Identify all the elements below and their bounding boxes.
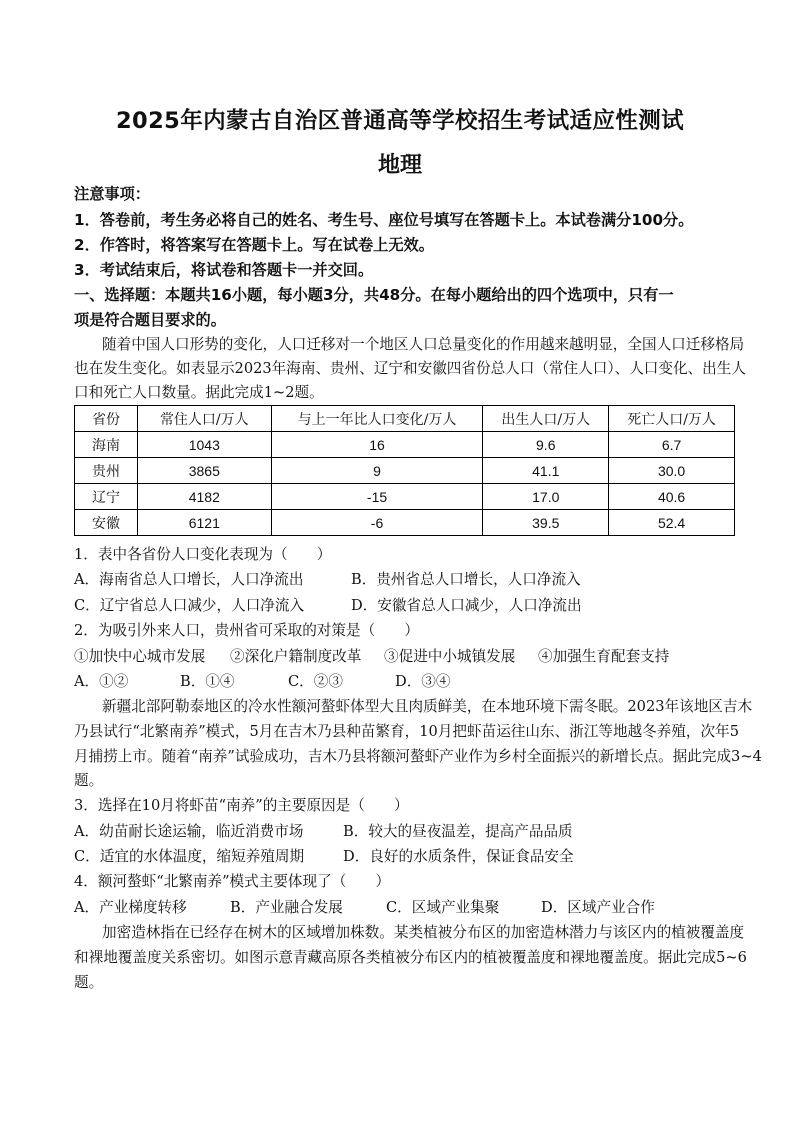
table-cell: 52.4 — [609, 510, 735, 536]
notice-item-3: 3．考试结束后，将试卷和答题卡一并交回。 — [74, 261, 374, 279]
notice-item-2: 2．作答时，将答案写在答题卡上。写在试卷上无效。 — [74, 236, 434, 254]
table-cell: -15 — [271, 484, 483, 510]
table-cell: 6.7 — [609, 432, 735, 458]
table-cell: 40.6 — [609, 484, 735, 510]
question-3-option-d[interactable]: D．良好的水质条件，保证食品安全 — [343, 848, 574, 865]
passage3-line-2: 和裸地覆盖度关系密切。如图示意青藏高原各类植被分布区内的植被覆盖度和裸地覆盖度。据此完成5~6 — [74, 949, 747, 966]
table-cell: 1043 — [137, 432, 271, 458]
table-row — [75, 432, 735, 458]
section-heading: 一、选择题：本题共16小题，每小题3分，共48分。在每小题给出的四个选项中，只有一 — [74, 286, 674, 304]
table-cell: 39.5 — [483, 510, 609, 536]
question-3-option-c[interactable]: C．适宜的水体温度，缩短养殖周期 — [74, 848, 305, 865]
table-row — [75, 484, 735, 510]
table-cell: 海南 — [75, 432, 138, 458]
question-1-option-b[interactable]: B．贵州省总人口增长，人口净流入 — [351, 571, 581, 588]
passage2-line-4: 题。 — [74, 772, 104, 789]
passage1-line-1: 随着中国人口形势的变化，人口迁移对一个地区人口总量变化的作用越来越明显，全国人口迁移格局 — [102, 336, 745, 353]
question-2-item-4: ④加强生育配套支持 — [538, 648, 670, 665]
question-1-option-d[interactable]: D．安徽省总人口减少，人口净流出 — [351, 597, 582, 614]
question-2-option-d[interactable]: D．③④ — [395, 673, 451, 690]
question-1-option-c[interactable]: C．辽宁省总人口减少，人口净流入 — [74, 597, 305, 614]
question-2-option-b[interactable]: B．①④ — [180, 673, 235, 690]
question-2-stem: 2．为吸引外来人口，贵州省可采取的对策是（ ） — [74, 622, 419, 639]
table-cell: 6121 — [137, 510, 271, 536]
table-row — [75, 458, 735, 484]
table-cell: 9 — [271, 458, 483, 484]
passage2-line-1: 新疆北部阿勒泰地区的冷水性额河螯虾体型大且肉质鲜美，在本地环境下需冬眠。2023年该地区吉木 — [102, 698, 753, 715]
question-4-option-a[interactable]: A．产业梯度转移 — [74, 899, 187, 916]
passage2-line-2: 乃县试行“北繁南养”模式，5月在吉木乃县种苗繁育，10月把虾苗运往山东、浙江等地越冬养殖，次年5 — [74, 723, 740, 740]
table-cell: 17.0 — [483, 484, 609, 510]
passage3-line-1: 加密造林指在已经存在树木的区域增加株数。某类植被分布区的加密造林潜力与该区内的植被覆盖度 — [102, 924, 745, 941]
question-3-stem: 3．选择在10月将虾苗“南养”的主要原因是（ ） — [74, 797, 409, 814]
table-cell: 辽宁 — [75, 484, 138, 510]
question-4-option-c[interactable]: C．区域产业集聚 — [386, 899, 500, 916]
table-cell: 安徽 — [75, 510, 138, 536]
table-cell: 3865 — [137, 458, 271, 484]
table-header-cell: 与上一年比人口变化/万人 — [271, 406, 483, 432]
passage2-line-3: 月捕捞上市。随着“南养”试验成功，吉木乃县将额河螯虾产业作为乡村全面振兴的新增长点。据此完成3~4 — [74, 748, 762, 765]
question-1-stem: 1．表中各省份人口变化表现为（ ） — [74, 546, 332, 563]
table-header-cell: 出生人口/万人 — [483, 406, 609, 432]
table-row — [75, 510, 735, 536]
passage1-line-2: 也在发生变化。如表显示2023年海南、贵州、辽宁和安徽四省份总人口（常住人口）、人口变化、出生人 — [74, 360, 746, 377]
table-cell: 9.6 — [483, 432, 609, 458]
table-header-row — [75, 406, 735, 432]
exam-title: 2025年内蒙古自治区普通高等学校招生考试适应性测试 — [115, 108, 685, 134]
table-cell: -6 — [271, 510, 483, 536]
table-cell: 贵州 — [75, 458, 138, 484]
question-4-option-b[interactable]: B．产业融合发展 — [230, 899, 343, 916]
table-cell: 4182 — [137, 484, 271, 510]
section-heading-cont: 项是符合题目要求的。 — [74, 311, 226, 329]
notice-heading: 注意事项： — [74, 185, 150, 203]
table-header-cell: 省份 — [75, 406, 138, 432]
table-cell: 30.0 — [609, 458, 735, 484]
question-2-item-1: ①加快中心城市发展 — [74, 648, 206, 665]
question-2-option-c[interactable]: C．②③ — [288, 673, 343, 690]
subject-title: 地理 — [377, 153, 422, 178]
question-4-option-d[interactable]: D．区域产业合作 — [541, 899, 655, 916]
question-2-option-a[interactable]: A．①② — [74, 673, 129, 690]
question-4-stem: 4．额河螯虾“北繁南养”模式主要体现了（ ） — [74, 873, 391, 890]
question-1-option-a[interactable]: A．海南省总人口增长，人口净流出 — [74, 571, 304, 588]
table-cell: 16 — [271, 432, 483, 458]
question-2-item-3: ③促进中小城镇发展 — [384, 648, 516, 665]
passage1-line-3: 口和死亡人口数量。据此完成1~2题。 — [74, 384, 324, 401]
notice-item-1: 1．答卷前，考生务必将自己的姓名、考生号、座位号填写在答题卡上。本试卷满分100分。 — [74, 211, 694, 229]
table-cell: 41.1 — [483, 458, 609, 484]
passage3-line-3: 题。 — [74, 974, 104, 991]
question-3-option-b[interactable]: B．较大的昼夜温差，提高产品品质 — [343, 823, 573, 840]
table-header-cell: 死亡人口/万人 — [609, 406, 735, 432]
population-table — [74, 405, 735, 536]
question-3-option-a[interactable]: A．幼苗耐长途运输，临近消费市场 — [74, 823, 304, 840]
question-2-item-2: ②深化户籍制度改革 — [230, 648, 362, 665]
table-header-cell: 常住人口/万人 — [137, 406, 271, 432]
